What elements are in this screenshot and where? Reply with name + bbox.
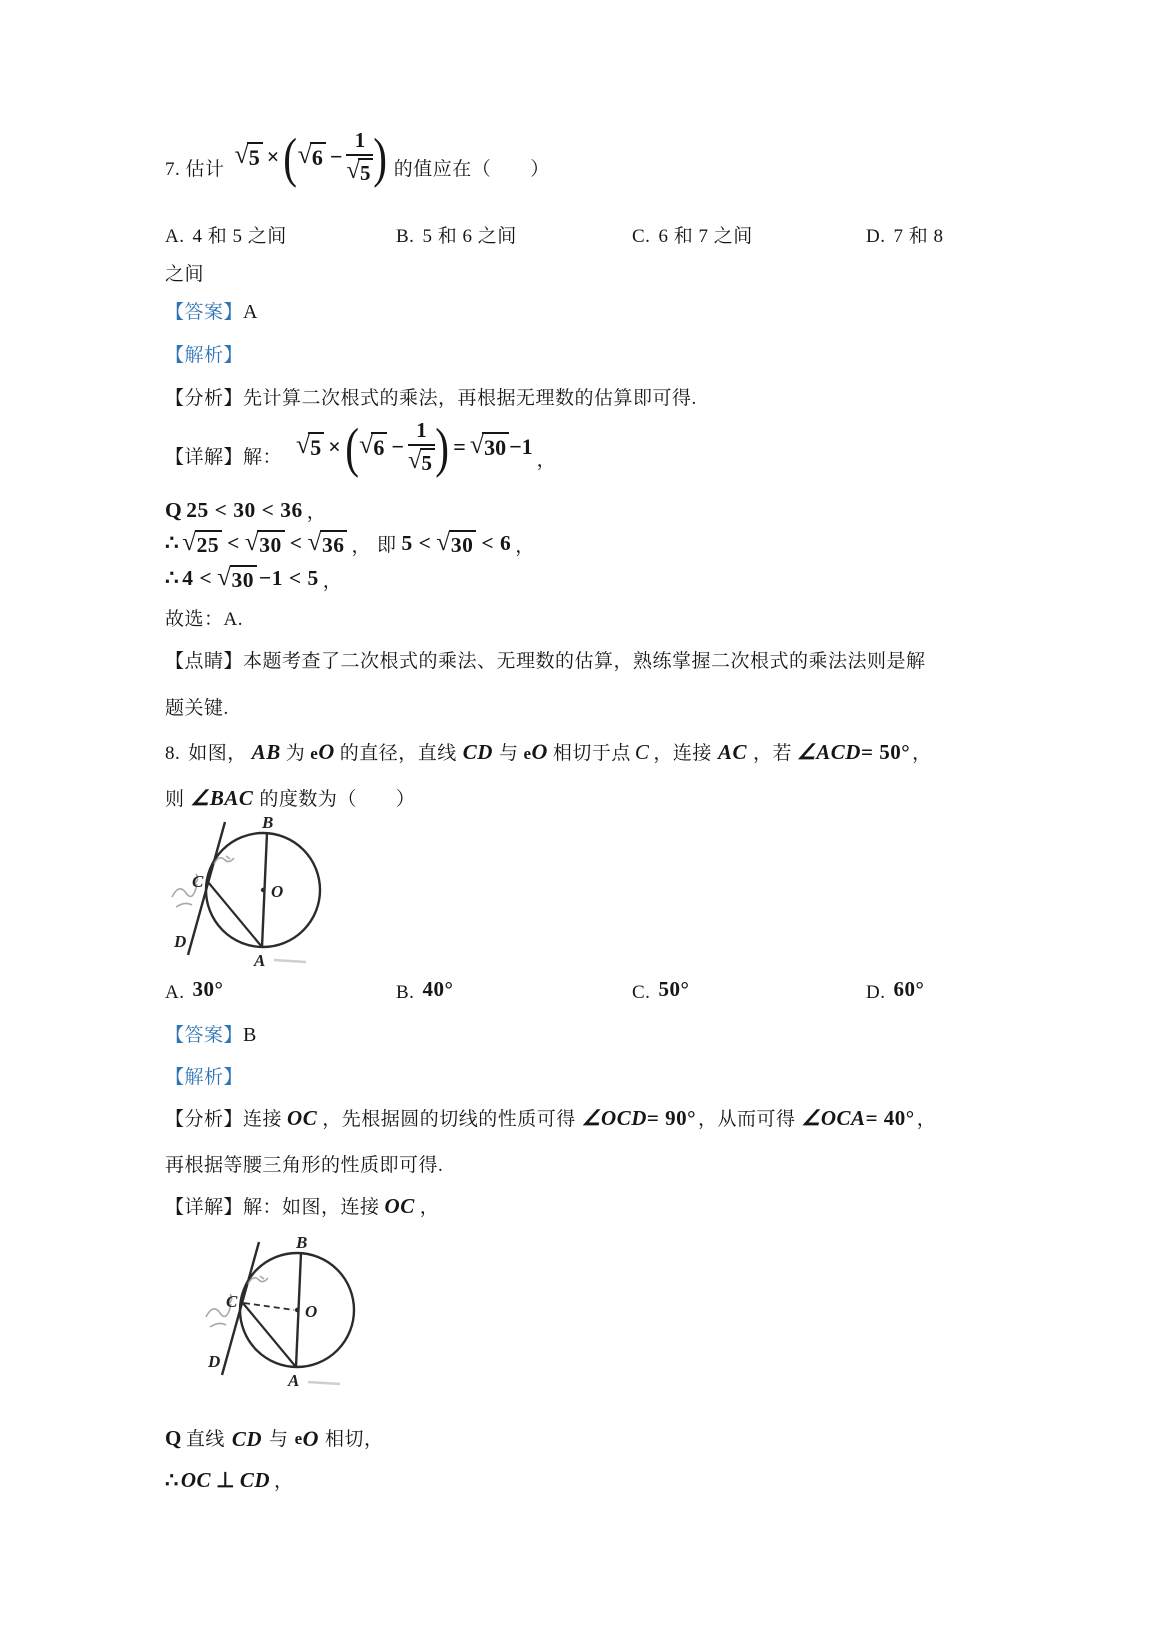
faint-mark [274,960,306,962]
q8-text6: ，连接 [653,743,712,764]
angle-OCA-value: = 40° [865,1106,915,1130]
radical-sign: √ [234,140,249,170]
therefore-symbol: ∴ [165,566,180,590]
numerator: 1 [408,418,435,446]
q8-line-text2: 与 [269,1429,289,1450]
q8-title-line2 [165,784,415,811]
math-AC: AC [717,740,747,764]
final-inequality [165,565,319,594]
q7-dianjing-line1 [165,646,926,673]
answer-tag: 【答案】 [165,302,244,323]
fraction [346,128,373,186]
q7-lead-text: 估计 [185,159,225,181]
q7-fenxi-line [165,383,697,410]
radical-sign: √ [469,430,485,460]
numerator: 1 [346,128,373,156]
low-comma: ， [322,570,343,592]
center-dot [261,888,265,892]
circle-symbol-e: e [310,744,319,763]
four-less: 4 < [182,566,213,590]
therefore-symbol: ∴ [165,1468,179,1492]
numeric-inequality [402,530,512,559]
radical-sign: √ [407,447,422,475]
jiexi-tag: 【解析】 [165,345,244,366]
q8-fenxi-text1: 连接 [243,1109,283,1130]
angle-BAC: ∠BAC [190,786,254,810]
angle-OCA: ∠OCA [801,1106,866,1130]
radical-sign: √ [359,430,374,460]
q8-therefore-line [165,1466,294,1494]
circle-symbol-O: O [302,1426,319,1451]
low-comma: ， [536,450,557,472]
q8-text10: 的度数为（ ） [259,789,416,810]
less-than: < [227,531,240,556]
xiangjie-lead [165,442,282,473]
q8-text5: 相切于点 [552,743,631,764]
radical-sign: √ [296,430,311,460]
sqrt-30: √ 30 [470,432,509,462]
q7-number: 7. [165,159,181,181]
angle-OCD: ∠OCD [581,1106,647,1130]
q8-fenxi-text4: 再根据等腰三角形的性质即可得. [165,1155,444,1176]
label-c: C [226,1292,238,1311]
faint-mark [308,1382,340,1384]
chord-line-ca [208,882,262,947]
angle-ACD-value: = 50° [860,740,911,764]
q7-dianjing-line2 [165,693,229,720]
sqrt-5: √ 5 [296,432,324,462]
jiexi-tag: 【解析】 [165,1067,244,1088]
left-paren: ( [345,416,359,478]
label-d: D [174,932,187,951]
q7-solution-formula [296,418,533,476]
q8-title-line1 [165,738,932,765]
minus-one-less-five: −1 < 5 [259,566,319,590]
q8-fenxi-line1 [165,1104,936,1131]
q8-answer-line [165,1020,257,1047]
right-paren: ) [373,126,388,188]
q8-fenxi-text2: ，先根据圆的切线的性质可得 [322,1109,576,1130]
math-C: C [634,740,650,764]
sqrt-6: √ 6 [298,142,326,172]
q8-text9: 则 [165,789,185,810]
label-a: A [288,1371,300,1390]
q7-answer-value: A [243,301,258,323]
radical-sign: √ [436,528,451,557]
math-OC: OC [287,1106,318,1130]
minus-one: −1 [509,434,533,460]
math-CD: CD [462,740,493,764]
q8-option-b: B. 40° [396,977,454,1003]
q8-text1: 如图， [188,743,247,764]
denominator: √ 5 [346,156,373,186]
radical-sign: √ [244,528,260,557]
q8-answer-value: B [243,1024,257,1046]
times-sign: × [328,434,341,460]
low-comma: ， [306,502,327,523]
q7-choose-text: 故选：A. [165,609,243,630]
q8-xiangjie-comma: ， [419,1197,440,1218]
q8-line-text1: 直线 [185,1429,225,1450]
fraction [408,418,435,476]
q8-text4: 与 [498,743,519,764]
q7-number-lead [165,154,225,184]
q7-fenxi-text: 先计算二次根式的乘法，再根据无理数的估算即可得. [243,388,697,409]
q8-option-d: D. 60° [866,977,925,1003]
q8-line-text3: 相切， [325,1429,384,1450]
angle-ACD: ∠ACD [796,740,861,764]
math-CD: CD [239,1468,271,1492]
dianjing-tag: 【点睛】 [165,651,244,672]
label-a: A [254,951,266,970]
chord-line-ca [242,1302,296,1367]
five-less: 5 < [401,531,432,556]
radical-sign: √ [297,140,312,170]
times-sign: × [266,144,280,170]
denominator: √ 5 [408,446,435,476]
q7-title [165,126,550,188]
minus-sign: − [391,434,404,460]
low-comma: ， [515,536,535,557]
xiangjie-jie: 解： [243,447,283,469]
sqrt-30: √ 30 [245,530,285,559]
low-comma: ， [274,1471,294,1492]
sqrt-25: √ 25 [182,530,222,559]
q7-therefore-line-2 [165,565,342,594]
sqrt-36: √ 36 [308,530,348,559]
minus-sign: − [329,144,343,170]
ji-text: 即 [377,535,397,556]
q7-jiexi-line [165,340,243,367]
q8-jiexi-line [165,1062,243,1089]
label-d: D [208,1352,221,1371]
q7-choose-line [165,604,243,631]
therefore-symbol: ∴ [165,531,180,556]
sqrt-inequality [165,530,347,559]
q8-option-a: A. 30° [165,977,224,1003]
circle-diagram-1 [166,812,331,970]
circle-symbol-O: O [531,739,548,764]
xiangjie-tag: 【详解】 [165,447,244,469]
q8-text7: ，若 [752,743,792,764]
fenxi-tag: 【分析】 [165,1109,244,1130]
sqrt-30: √ 30 [436,530,476,559]
sqrt-6: √ 6 [359,432,387,462]
perpendicular-symbol: ⊥ [216,1468,235,1492]
q7-answer-line [165,297,258,324]
circle-diagram-2 [200,1232,365,1390]
label-o: O [305,1302,318,1321]
q7-dianjing-text2: 题关键. [165,698,229,719]
label-b: B [262,813,274,832]
math-CD: CD [231,1427,263,1451]
label-o: O [271,882,284,901]
q8-xiangjie-line [165,1192,439,1219]
label-c: C [192,872,204,891]
answer-tag: 【答案】 [165,1025,244,1046]
radical-sign: √ [346,157,360,185]
right-paren: ) [435,416,449,478]
q8-option-c: C. 50° [632,977,690,1003]
because-symbol: Q [165,1426,182,1450]
q7-option-b: B. 5 和 6 之间 [396,226,517,247]
because-symbol: Q [165,498,183,523]
xiangjie-tag: 【详解】 [165,1197,244,1218]
q8-text3: 的直径，直线 [339,743,457,764]
radical-sign: √ [307,528,322,557]
q7-option-c: C. 6 和 7 之间 [632,226,753,247]
left-paren: ( [283,126,298,188]
q7-option-d: D. 7 和 8 [866,226,944,247]
angle-OCD-value: = 90° [646,1106,697,1130]
sqrt-5: √ 5 [235,142,263,172]
because-statement [165,497,303,525]
q8-fenxi-line2 [165,1150,443,1177]
q8-number: 8. [165,743,181,764]
q7-formula [235,128,388,186]
inequality-25-30-36: 25 < 30 < 36 [186,498,303,523]
math-OC: OC [180,1468,212,1492]
sqrt-30: √ 30 [217,565,257,594]
low-comma: ， [351,536,371,557]
q8-because-line [165,1424,384,1453]
math-OC: OC [384,1194,415,1218]
q7-xiangjie-line [165,416,557,478]
radical-sign: √ [182,528,197,557]
equals-sign: = [453,434,466,460]
q7-therefore-line-1 [165,530,535,559]
q7-dianjing-text1: 本题考查了二次根式的乘法、无理数的估算，熟练掌握二次根式的乘法法则是解 [243,651,926,672]
circle-symbol-O: O [318,739,335,764]
math-AB: AB [251,740,281,764]
q8-xiangjie-text: 解：如图，连接 [243,1197,380,1218]
q7-because-line [165,497,326,525]
circle-symbol-e: e [294,1429,303,1448]
q7-tail-text: 的值应在（ ） [393,159,550,181]
q8-text8: ， [912,743,932,764]
center-dot [295,1308,299,1312]
radical-sign: √ [217,563,232,591]
less-six: < 6 [481,531,512,556]
circle-symbol-e: e [523,744,532,763]
q7-option-a: A. 4 和 5 之间 [165,226,287,247]
q8-fenxi-text3: ，从而可得 [698,1109,796,1130]
q8-text2: 为 [285,743,306,764]
fenxi-tag: 【分析】 [165,388,244,409]
less-than: < [289,531,303,556]
label-b: B [296,1233,308,1252]
dashed-line-co [244,1303,294,1310]
q7-option-d-wrap: 之间 [165,264,205,285]
q8-fenxi-comma: ， [916,1109,937,1130]
